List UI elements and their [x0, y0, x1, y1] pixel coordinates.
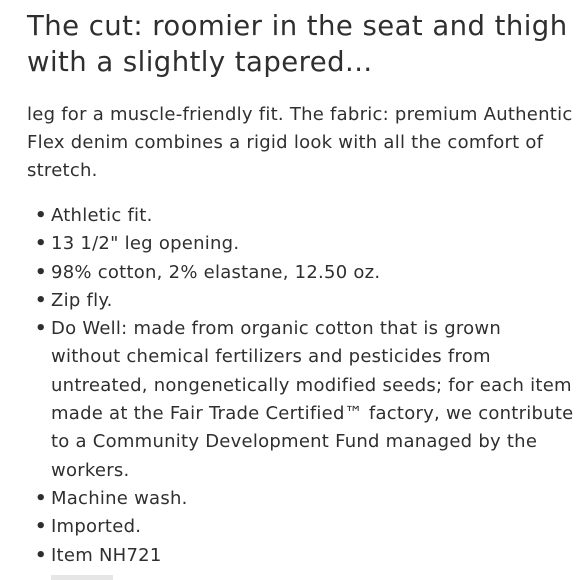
bullet-icon: • [35, 318, 47, 340]
feature-text: Athletic fit. [51, 205, 153, 226]
feature-list-item [27, 315, 575, 485]
feature-text: 98% cotton, 2% elastane, 12.50 oz. [51, 261, 381, 283]
feature-text: Imported. [51, 516, 142, 538]
feature-list-item [27, 513, 575, 541]
product-description-text: leg for a muscle-friendly fit. The fabric: premium Authentic Flex denim combines a rigid look with all the comfort of stretch. [27, 104, 573, 181]
feature-text: Machine wash. [51, 487, 188, 509]
feature-list-item [27, 485, 575, 513]
bullet-icon: • [35, 289, 47, 311]
feature-list [27, 202, 575, 570]
bullet-icon: • [35, 544, 47, 566]
feature-list-item [27, 287, 575, 315]
bullet-icon: • [35, 233, 47, 255]
bullet-icon: • [35, 516, 47, 538]
bullet-icon: • [35, 205, 47, 226]
feature-text: 13 1/2" leg opening. [51, 233, 240, 255]
bullet-icon: • [35, 261, 47, 283]
bullet-icon: • [35, 487, 47, 509]
product-headline: The cut: roomier in the seat and thigh with a slightly tapered... [27, 10, 568, 78]
bottom-fade-mark [51, 575, 113, 580]
feature-text: Item NH721 [51, 544, 162, 566]
feature-list-item [27, 259, 575, 287]
feature-list-item [27, 542, 575, 570]
feature-list-item [27, 202, 575, 230]
feature-text: Zip fly. [51, 289, 113, 311]
feature-text: Do Well: made from organic cotton that is grown without chemical fertilizers and pesticides from untreated, nongenetically modified seeds; for each item made at the Fair Trade Certified™ factory, we contribute to a Community Development Fund managed by the workers. [51, 318, 574, 481]
feature-list-item [27, 230, 575, 258]
